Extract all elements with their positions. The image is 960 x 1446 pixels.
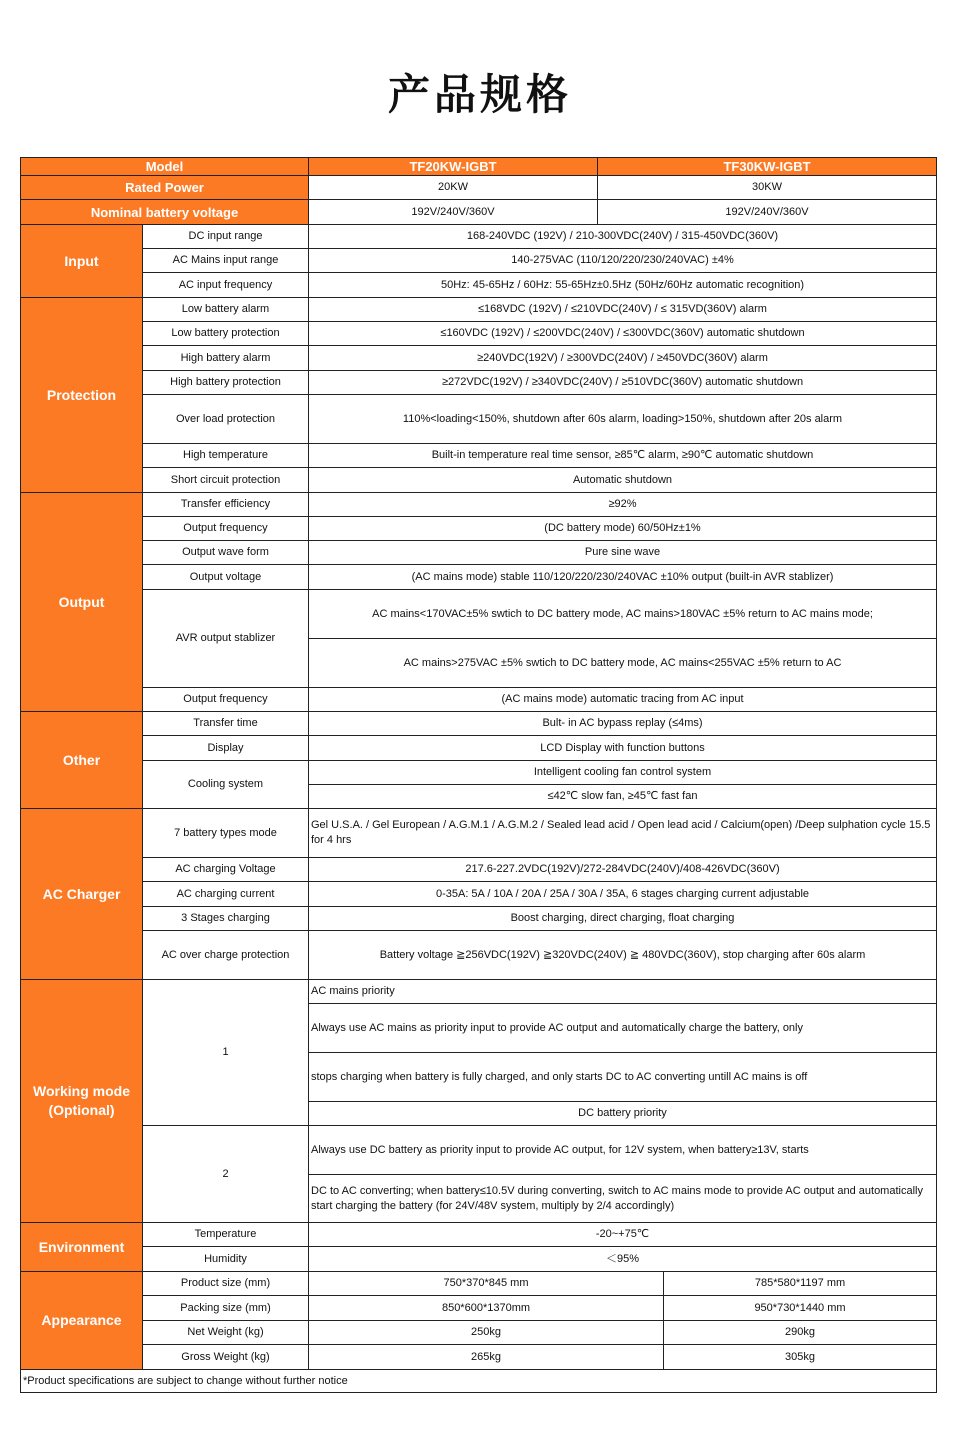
spec-value: ＜95% <box>309 1247 937 1272</box>
table-row <box>21 225 937 249</box>
spec-label: Display <box>143 736 309 761</box>
spec-label: Packing size (mm) <box>143 1296 309 1321</box>
spec-value: 110%<loading<150%, shutdown after 60s alarm, loading>150%, shutdown after 20s alarm <box>309 395 937 444</box>
table-row <box>21 517 937 541</box>
spec-label: Gross Weight (kg) <box>143 1345 309 1370</box>
table-row <box>21 565 937 590</box>
spec-label: Over load protection <box>143 395 309 444</box>
spec-value: (DC battery mode) 60/50Hz±1% <box>309 517 937 541</box>
spec-label: Output voltage <box>143 565 309 590</box>
table-row <box>21 688 937 712</box>
section-label: Environment <box>21 1223 143 1272</box>
spec-value: 140-275VAC (110/120/220/230/240VAC) ±4% <box>309 249 937 273</box>
section-label: Output <box>21 493 143 712</box>
spec-value: 217.6-227.2VDC(192V)/272-284VDC(240V)/408-426VDC(360V) <box>309 858 937 882</box>
spec-value: 305kg <box>664 1345 937 1370</box>
spec-value: Built-in temperature real time sensor, ≥85℃ alarm, ≥90℃ automatic shutdown <box>309 444 937 468</box>
spec-value: Pure sine wave <box>309 541 937 565</box>
table-row <box>21 1321 937 1345</box>
section-label: AC Charger <box>21 809 143 980</box>
table-row <box>21 980 937 1004</box>
spec-label: Cooling system <box>143 761 309 809</box>
table-row <box>21 1296 937 1321</box>
model-name: TF30KW-IGBT <box>598 158 937 176</box>
table-row <box>21 176 937 200</box>
spec-value: (AC mains mode) stable 110/120/220/230/240VAC ±10% output (built-in AVR stablizer) <box>309 565 937 590</box>
spec-value: 50Hz: 45-65Hz / 60Hz: 55-65Hz±0.5Hz (50Hz/60Hz automatic recognition) <box>309 273 937 298</box>
spec-label: Low battery protection <box>143 322 309 346</box>
spec-label: AVR output stablizer <box>143 590 309 688</box>
table-row <box>21 298 937 322</box>
rated-power-label: Rated Power <box>21 176 309 200</box>
model-header: Model <box>21 158 309 176</box>
section-label: Other <box>21 712 143 809</box>
table-row <box>21 931 937 980</box>
spec-label: 7 battery types mode <box>143 809 309 858</box>
spec-label: Low battery alarm <box>143 298 309 322</box>
spec-label: AC charging current <box>143 882 309 907</box>
table-row <box>21 858 937 882</box>
spec-value: Boost charging, direct charging, float charging <box>309 907 937 931</box>
spec-value: AC mains priority <box>309 980 937 1004</box>
section-label: Protection <box>21 298 143 493</box>
table-row <box>21 444 937 468</box>
section-label: Working mode (Optional) <box>21 980 143 1223</box>
spec-label: 3 Stages charging <box>143 907 309 931</box>
table-row <box>21 1223 937 1247</box>
spec-value: 168-240VDC (192V) / 210-300VDC(240V) / 315-450VDC(360V) <box>309 225 937 249</box>
spec-value: Battery voltage ≧256VDC(192V) ≧320VDC(240V) ≧ 480VDC(360V), stop charging after 60s alarm <box>309 931 937 980</box>
page-title: 产品规格 <box>387 70 572 119</box>
spec-label: Humidity <box>143 1247 309 1272</box>
spec-value: ≥240VDC(192V) / ≥300VDC(240V) / ≥450VDC(360V) alarm <box>309 346 937 371</box>
table-row <box>21 882 937 907</box>
section-label: Appearance <box>21 1272 143 1370</box>
spec-value: ≥92% <box>309 493 937 517</box>
spec-label: High battery alarm <box>143 346 309 371</box>
table-row <box>21 1272 937 1296</box>
table-row <box>21 493 937 517</box>
spec-value: ≥272VDC(192V) / ≥340VDC(240V) / ≥510VDC(360V) automatic shutdown <box>309 371 937 395</box>
spec-value: 785*580*1197 mm <box>664 1272 937 1296</box>
table-row <box>21 712 937 736</box>
spec-value: 250kg <box>309 1321 664 1345</box>
spec-value: 850*600*1370mm <box>309 1296 664 1321</box>
spec-label: AC input frequency <box>143 273 309 298</box>
spec-label: Short circuit protection <box>143 468 309 493</box>
spec-value: Automatic shutdown <box>309 468 937 493</box>
table-row <box>21 249 937 273</box>
spec-value: 290kg <box>664 1321 937 1345</box>
spec-label: AC Mains input range <box>143 249 309 273</box>
spec-value: LCD Display with function buttons <box>309 736 937 761</box>
rated-power-value: 20KW <box>309 176 598 200</box>
spec-label: Output frequency <box>143 688 309 712</box>
spec-value: Intelligent cooling fan control system <box>309 761 937 785</box>
spec-label: 2 <box>143 1126 309 1223</box>
spec-value: Bult- in AC bypass replay (≤4ms) <box>309 712 937 736</box>
spec-label: DC input range <box>143 225 309 249</box>
nominal-battery-voltage-label: Nominal battery voltage <box>21 200 309 225</box>
spec-label: Output frequency <box>143 517 309 541</box>
rated-power-value: 30KW <box>598 176 937 200</box>
spec-value: ≤160VDC (192V) / ≤200VDC(240V) / ≤300VDC(360V) automatic shutdown <box>309 322 937 346</box>
spec-table <box>20 157 937 1393</box>
spec-label: High temperature <box>143 444 309 468</box>
table-row <box>21 736 937 761</box>
spec-label: Temperature <box>143 1223 309 1247</box>
spec-value: (AC mains mode) automatic tracing from AC input <box>309 688 937 712</box>
spec-label: Product size (mm) <box>143 1272 309 1296</box>
table-row <box>21 1345 937 1370</box>
spec-value: ≤42℃ slow fan, ≥45℃ fast fan <box>309 785 937 809</box>
table-row <box>21 273 937 298</box>
table-row <box>21 809 937 858</box>
model-name: TF20KW-IGBT <box>309 158 598 176</box>
spec-value: ≤168VDC (192V) / ≤210VDC(240V) / ≤ 315VD(360V) alarm <box>309 298 937 322</box>
footer-note: *Product specifications are subject to change without further notice <box>21 1370 937 1393</box>
spec-label: 1 <box>143 980 309 1126</box>
spec-label: Transfer time <box>143 712 309 736</box>
spec-value: Always use DC battery as priority input to provide AC output, for 12V system, when battery≥13V, starts <box>309 1126 937 1175</box>
spec-label: AC charging Voltage <box>143 858 309 882</box>
table-row <box>21 541 937 565</box>
table-row <box>21 761 937 785</box>
spec-label: AC over charge protection <box>143 931 309 980</box>
spec-value: DC to AC converting; when battery≤10.5V during converting, switch to AC mains mode to provide AC output and automatically start charging the battery (for 24V/48V system, multiply by 2/4 accordingly) <box>309 1175 937 1223</box>
section-label: Input <box>21 225 143 298</box>
table-row <box>21 1247 937 1272</box>
spec-value: DC battery priority <box>309 1102 937 1126</box>
spec-value: 265kg <box>309 1345 664 1370</box>
spec-value: Gel U.S.A. / Gel European / A.G.M.1 / A.G.M.2 / Sealed lead acid / Open lead acid / Calcium(open) /Deep sulphation cycle 15.5 for 4 hrs <box>309 809 937 858</box>
spec-label: Net Weight (kg) <box>143 1321 309 1345</box>
spec-label: Output wave form <box>143 541 309 565</box>
table-row <box>21 1370 937 1393</box>
spec-value: stops charging when battery is fully charged, and only starts DC to AC converting untill AC mains is off <box>309 1053 937 1102</box>
spec-value: Always use AC mains as priority input to provide AC output and automatically charge the battery, only <box>309 1004 937 1053</box>
spec-value: -20~+75℃ <box>309 1223 937 1247</box>
table-row <box>21 907 937 931</box>
table-row <box>21 1126 937 1175</box>
spec-value: 0-35A: 5A / 10A / 20A / 25A / 30A / 35A, 6 stages charging current adjustable <box>309 882 937 907</box>
nominal-battery-voltage-value: 192V/240V/360V <box>309 200 598 225</box>
spec-value: AC mains>275VAC ±5% swtich to DC battery mode, AC mains<255VAC ±5% return to AC <box>309 639 937 688</box>
nominal-battery-voltage-value: 192V/240V/360V <box>598 200 937 225</box>
table-row <box>21 200 937 225</box>
spec-value: AC mains<170VAC±5% swtich to DC battery mode, AC mains>180VAC ±5% return to AC mains mode; <box>309 590 937 639</box>
table-row <box>21 395 937 444</box>
table-row <box>21 158 937 176</box>
spec-value: 750*370*845 mm <box>309 1272 664 1296</box>
table-row <box>21 371 937 395</box>
table-row <box>21 322 937 346</box>
table-row <box>21 590 937 639</box>
spec-label: Transfer efficiency <box>143 493 309 517</box>
spec-value: 950*730*1440 mm <box>664 1296 937 1321</box>
spec-label: High battery protection <box>143 371 309 395</box>
table-row <box>21 346 937 371</box>
table-row <box>21 468 937 493</box>
